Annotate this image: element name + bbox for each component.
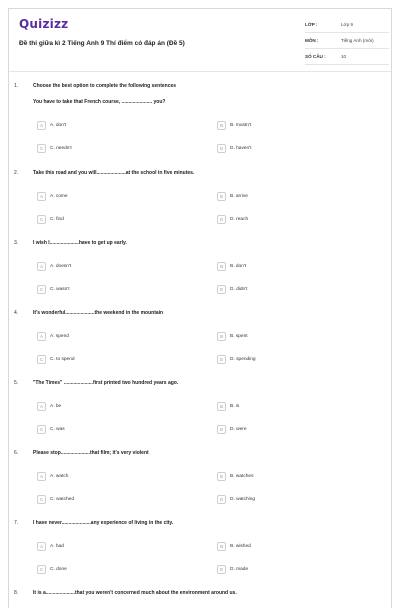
question-text: "The Times" .....................first printed two hundred years ago. — [33, 380, 179, 386]
worksheet-meta — [305, 17, 389, 65]
answer-option-c[interactable] — [37, 425, 65, 434]
answer-option-b[interactable] — [217, 332, 248, 341]
question-number: 4. — [14, 310, 19, 316]
answer-option-b[interactable] — [217, 472, 253, 481]
answer-option-b[interactable] — [217, 192, 248, 201]
meta-value: Lớp 9 — [341, 22, 353, 27]
answer-option-c[interactable] — [37, 495, 74, 504]
meta-value: 10 — [341, 54, 347, 59]
option-letter-badge: A — [37, 402, 46, 411]
question-number: 3. — [14, 240, 19, 246]
option-label: B. don't — [230, 264, 247, 269]
option-letter-badge: C — [37, 215, 46, 224]
answer-option-d[interactable] — [217, 565, 248, 574]
option-letter-badge: B — [217, 472, 226, 481]
question-prompt: You have to take that French course, ...................... you? — [33, 99, 166, 105]
meta-key: MÔN : — [305, 38, 319, 43]
answer-option-b[interactable] — [217, 262, 246, 271]
option-label: B. spent — [230, 334, 248, 339]
answer-option-d[interactable] — [217, 425, 247, 434]
question-text: It is a.....................that you weren't concerned much about the environment around us. — [33, 590, 237, 596]
option-label: C. to spend — [50, 357, 75, 362]
meta-key: LỚP : — [305, 22, 318, 27]
meta-value: Tiếng Anh (mới) — [341, 38, 374, 43]
answer-option-a[interactable] — [37, 192, 68, 201]
option-label: A. watch — [50, 474, 69, 479]
option-label: B. mustn't — [230, 123, 252, 128]
option-label: B. wished — [230, 544, 251, 549]
option-letter-badge: C — [37, 495, 46, 504]
answer-option-d[interactable] — [217, 355, 256, 364]
question-number: 8. — [14, 590, 19, 596]
question-text: I wish I.....................have to get up early. — [33, 240, 127, 246]
question-number: 7. — [14, 520, 19, 526]
meta-key: SỐ CÂU : — [305, 54, 326, 59]
option-label: D. reach — [230, 217, 249, 222]
option-label: B. watches — [230, 474, 254, 479]
meta-row-class — [305, 17, 389, 33]
answer-option-a[interactable] — [37, 472, 68, 481]
option-letter-badge: D — [217, 285, 226, 294]
question-number: 1. — [14, 83, 19, 89]
option-label: D. were — [230, 427, 247, 432]
question-number: 6. — [14, 450, 19, 456]
option-letter-badge: A — [37, 262, 46, 271]
option-letter-badge: B — [217, 121, 226, 130]
option-letter-badge: A — [37, 192, 46, 201]
option-label: A. don't — [50, 123, 67, 128]
option-label: C. watched — [50, 497, 74, 502]
option-label: C. find — [50, 217, 64, 222]
option-label: D. spending — [230, 357, 256, 362]
answer-option-a[interactable] — [37, 402, 61, 411]
answer-option-c[interactable] — [37, 565, 67, 574]
option-letter-badge: B — [217, 262, 226, 271]
answer-option-a[interactable] — [37, 332, 69, 341]
answer-option-d[interactable] — [217, 215, 248, 224]
answer-option-a[interactable] — [37, 121, 66, 130]
option-letter-badge: B — [217, 402, 226, 411]
option-label: D. didn't — [230, 287, 248, 292]
option-label: B. is — [230, 404, 240, 409]
option-label: B. arrive — [230, 194, 248, 199]
option-letter-badge: C — [37, 565, 46, 574]
answer-option-d[interactable] — [217, 144, 251, 153]
option-letter-badge: A — [37, 121, 46, 130]
option-letter-badge: D — [217, 144, 226, 153]
answer-option-d[interactable] — [217, 495, 255, 504]
option-letter-badge: A — [37, 332, 46, 341]
option-letter-badge: D — [217, 495, 226, 504]
option-letter-badge: C — [37, 425, 46, 434]
answer-option-b[interactable] — [217, 121, 251, 130]
answer-option-a[interactable] — [37, 262, 71, 271]
option-letter-badge: C — [37, 355, 46, 364]
option-label: A. had — [50, 544, 64, 549]
question-text: It's wonderful.....................the weekend in the mountain — [33, 310, 164, 316]
worksheet-page — [8, 8, 392, 608]
quizizz-logo: Quizizz — [19, 17, 69, 31]
option-label: A. come — [50, 194, 68, 199]
option-label: A. spend — [50, 334, 69, 339]
question-text: Take this road and you will.....................at the school in five minutes. — [33, 170, 195, 176]
option-label: C. needn't — [50, 146, 72, 151]
question-text: I have never.....................any experience of living in the city. — [33, 520, 174, 526]
answer-option-c[interactable] — [37, 144, 72, 153]
option-letter-badge: C — [37, 144, 46, 153]
option-letter-badge: B — [217, 332, 226, 341]
option-letter-badge: D — [217, 355, 226, 364]
option-label: C. wasn't — [50, 287, 70, 292]
meta-row-count — [305, 49, 389, 65]
worksheet-title: Đề thi giữa kì 2 Tiếng Anh 9 Thí điểm có đáp án (Đề 5) — [19, 40, 185, 47]
option-label: D. haven't — [230, 146, 252, 151]
option-label: D. watching — [230, 497, 256, 502]
option-letter-badge: C — [37, 285, 46, 294]
option-letter-badge: D — [217, 425, 226, 434]
option-label: C. done — [50, 567, 67, 572]
question-text: Please stop.....................that film; it's very violent — [33, 450, 149, 456]
answer-option-c[interactable] — [37, 355, 75, 364]
option-letter-badge: B — [217, 192, 226, 201]
option-letter-badge: D — [217, 565, 226, 574]
meta-row-subject — [305, 33, 389, 49]
option-letter-badge: A — [37, 472, 46, 481]
option-label: C. was — [50, 427, 65, 432]
answer-option-c[interactable] — [37, 215, 64, 224]
answer-option-b[interactable] — [217, 542, 251, 551]
question-number: 5. — [14, 380, 19, 386]
option-label: A. doesn't — [50, 264, 72, 269]
question-text: Choose the best option to complete the following sentences — [33, 83, 177, 89]
answer-option-d[interactable] — [217, 285, 247, 294]
option-letter-badge: D — [217, 215, 226, 224]
option-label: A. be — [50, 404, 62, 409]
option-label: D. made — [230, 567, 249, 572]
answer-option-c[interactable] — [37, 285, 70, 294]
header-divider — [9, 71, 391, 72]
option-letter-badge: A — [37, 542, 46, 551]
question-number: 2. — [14, 170, 19, 176]
option-letter-badge: B — [217, 542, 226, 551]
answer-option-b[interactable] — [217, 402, 239, 411]
answer-option-a[interactable] — [37, 542, 64, 551]
